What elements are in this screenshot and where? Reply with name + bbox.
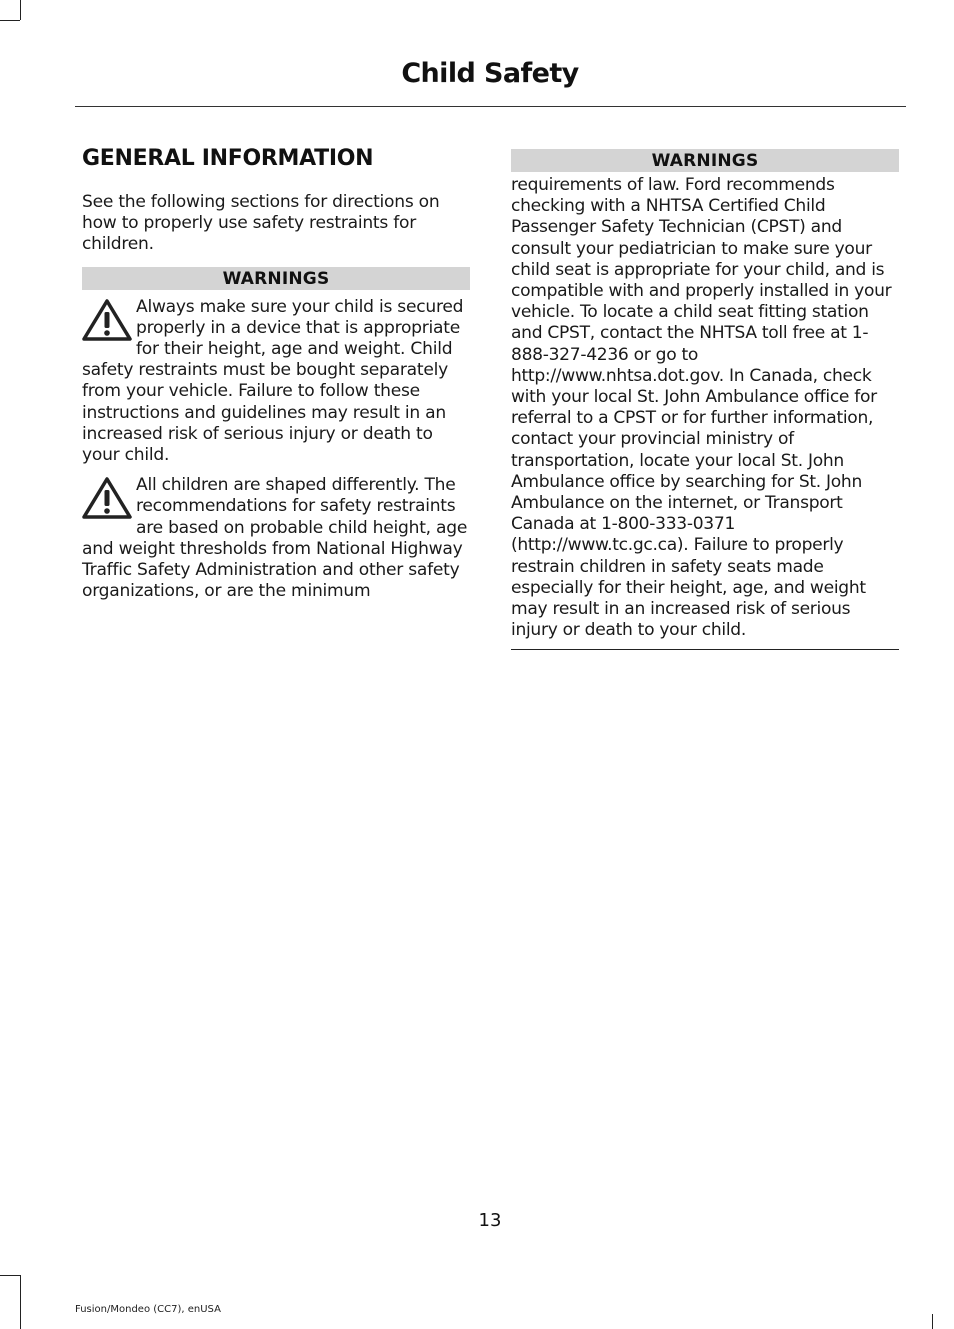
left-column — [82, 140, 470, 602]
intro-paragraph: See the following sections for directions on how to properly use safety restraints for children. — [82, 192, 440, 255]
crop-mark — [20, 1275, 21, 1329]
warning-item — [82, 475, 470, 602]
warning-text: Always make sure your child is secured properly in a device that is appropriate for their height, age and weight. Child safety restraints must be bought separately from your vehicle. Failure to follow these instructions and guidelines may result in an increased risk of serious injury or death to your child. — [82, 296, 464, 466]
crop-mark — [0, 20, 20, 21]
warning-text: All children are shaped differently. The recommendations for safety restraints are based on probable child height, age and weight thresholds from National Highway Traffic Safety Administration and other safety organizations, or are the minimum — [82, 475, 468, 602]
warning-triangle-icon — [82, 476, 132, 520]
right-column — [511, 140, 899, 650]
warnings-header: WARNINGS — [82, 267, 470, 290]
section-heading: GENERAL INFORMATION — [82, 146, 374, 171]
warning-item — [82, 297, 470, 467]
page-title: Child Safety — [401, 58, 579, 89]
crop-mark — [20, 0, 21, 20]
page-number: 13 — [478, 1210, 502, 1231]
crop-mark — [932, 1314, 933, 1329]
document-id: Fusion/Mondeo (CC7), enUSA — [75, 1304, 221, 1315]
title-divider — [75, 106, 906, 107]
warnings-header: WARNINGS — [511, 149, 899, 172]
crop-mark — [0, 1275, 20, 1276]
warning-continued-text: requirements of law. Ford recommends checking with a NHTSA Certified Child Passenger Safety Technician (CPST) and consult your pediatrician to make sure your child seat is appropriate for your child, and is compatible with and properly installed in your vehicle. To locate a child seat fitting station and CPST, contact the NHTSA toll free at 1-888-327-4236 or go to http://www.nhtsa.dot.gov. In Canada, check with your local St. John Ambulance office for referral to a CPST or for further information, contact your provincial ministry of transportation, locate your local St. John Ambulance office by searching for St. John Ambulance on the internet, or Transport Canada at 1-800-333-0371 (http://www.tc.gc.ca). Failure to properly restrain children in safety seats made especially for their height, age, and weight may result in an increased risk of serious injury or death to your child. — [511, 175, 892, 641]
warning-triangle-icon — [82, 298, 132, 342]
warnings-end-divider — [511, 649, 899, 650]
